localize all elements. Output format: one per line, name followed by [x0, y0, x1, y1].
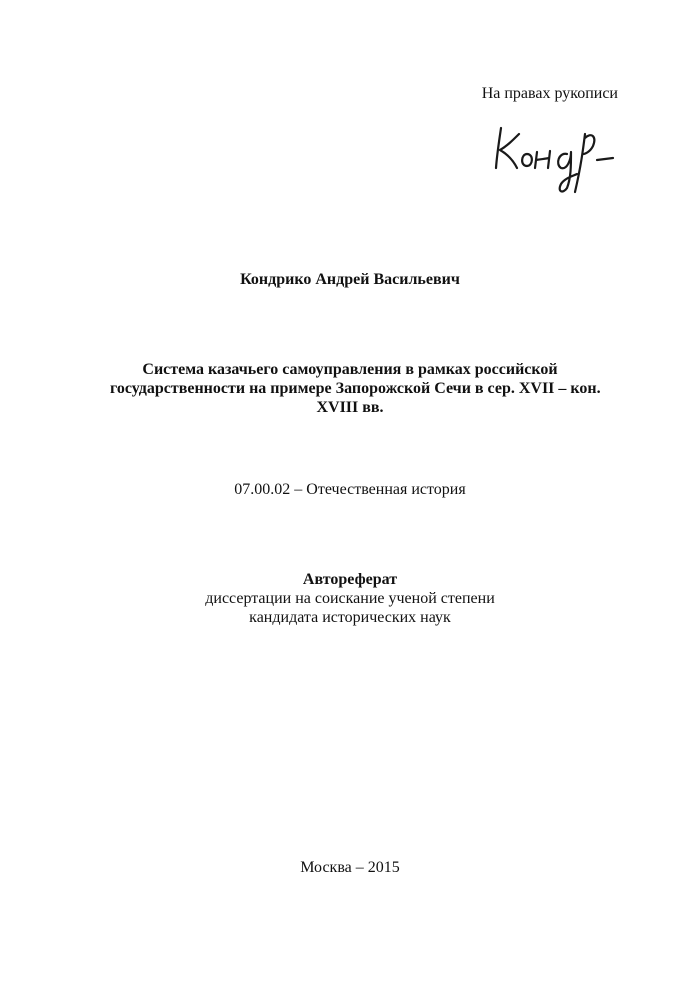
- dissertation-title: [110, 360, 601, 417]
- title-line: государственности на примере Запорожской Сечи в сер. XVII – кон.: [110, 380, 601, 397]
- title-line: Система казачьего самоуправления в рамках российской: [142, 361, 558, 378]
- abstract-line-field: кандидата исторических наук: [249, 609, 451, 626]
- handwritten-signature: [487, 114, 617, 198]
- abstract-block: [0, 570, 700, 627]
- rights-note: На правах рукописи: [481, 85, 618, 102]
- place-and-year: Москва – 2015: [300, 859, 400, 876]
- abstract-heading: Автореферат: [302, 571, 398, 588]
- author-name: Кондрико Андрей Васильевич: [240, 271, 460, 288]
- title-line: XVIII вв.: [316, 399, 384, 416]
- abstract-line-degree: диссертации на соискание ученой степени: [205, 590, 495, 607]
- specialty-code: 07.00.02 – Отечественная история: [234, 481, 466, 498]
